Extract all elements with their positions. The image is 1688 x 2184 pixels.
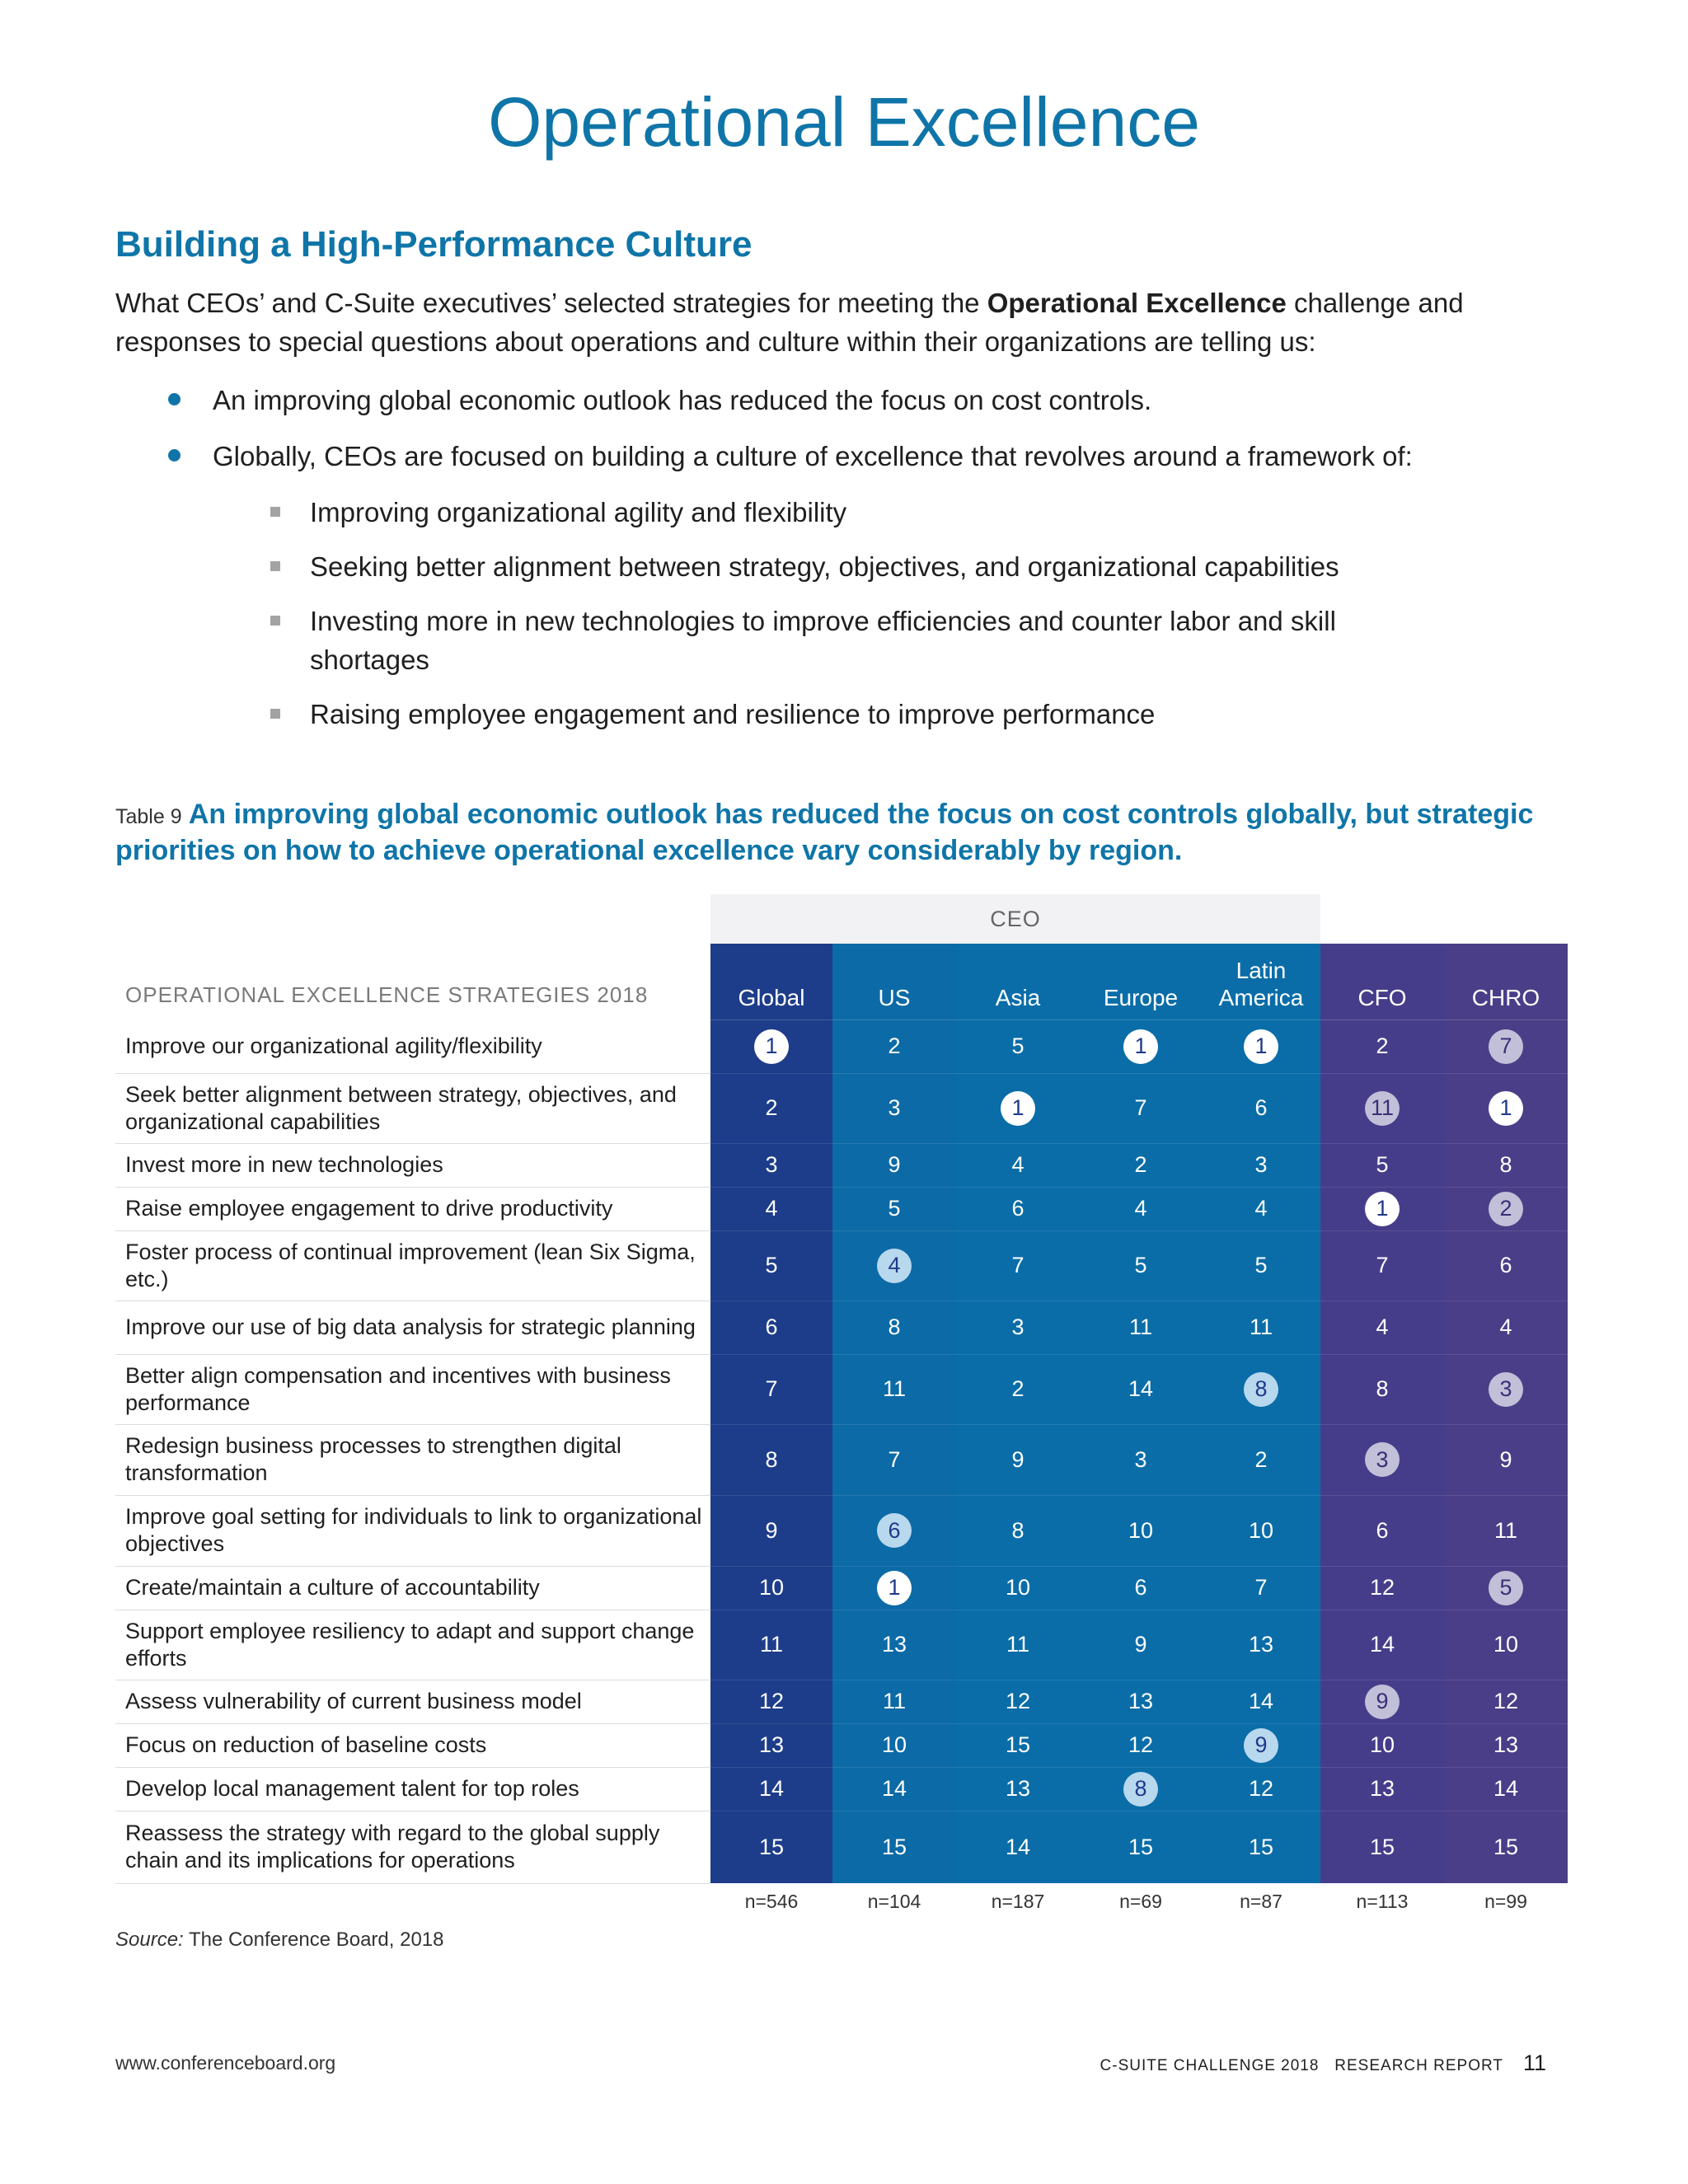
- rank-value: 8: [1376, 1376, 1389, 1401]
- table-cell: [832, 1680, 956, 1723]
- table-cell: [832, 1073, 956, 1143]
- bullet-dot-icon: [165, 437, 213, 476]
- subbullet-item: Seeking better alignment between strategy, objectives, and organizational capabilities: [269, 547, 1381, 586]
- table-cell: [1320, 1495, 1444, 1566]
- rank-value: 13: [758, 1732, 785, 1757]
- rank-value: 4: [1254, 1196, 1268, 1221]
- table-cell: [710, 1811, 832, 1883]
- rank-value: 3: [888, 1095, 901, 1120]
- footer-url: www.conferenceboard.org: [115, 2052, 336, 2074]
- table-cell: [832, 1143, 956, 1187]
- table-cell: [956, 1495, 1080, 1566]
- strategy-label: Improve our organizational agility/flexibility: [125, 1033, 542, 1058]
- table-cell: [1320, 1610, 1444, 1680]
- table-cell: [1320, 1019, 1444, 1073]
- table-cell: [1444, 1495, 1568, 1566]
- table-cell: [956, 1811, 1080, 1883]
- table-cell: [832, 1187, 956, 1230]
- rank-value: 5: [1011, 1033, 1025, 1058]
- table-cell: [1444, 1230, 1568, 1301]
- column-header: US: [878, 985, 911, 1010]
- subbullet-item: Improving organizational agility and flexibility: [269, 493, 1381, 532]
- rank-value: 9: [1499, 1446, 1512, 1472]
- table-cell: [832, 1610, 956, 1680]
- rank-value: 10: [1128, 1517, 1154, 1543]
- column-header: Global: [738, 985, 805, 1010]
- rank-value: 13: [1369, 1776, 1395, 1801]
- table-cell: [1320, 1767, 1444, 1811]
- column-header: Latin America: [1218, 958, 1304, 1010]
- rank-value: 11: [1249, 1315, 1273, 1339]
- rank-value: 4: [1011, 1152, 1025, 1177]
- table-cell: [1202, 1301, 1320, 1354]
- table-cell: [1444, 1187, 1568, 1230]
- table-cell: [1320, 1354, 1444, 1424]
- rank-value: 11: [882, 1376, 907, 1401]
- strategy-label: Seek better alignment between strategy, objectives, and organizational capabilities: [125, 1081, 677, 1134]
- table-cell: [832, 1566, 956, 1610]
- table-cell: [956, 1143, 1080, 1187]
- rank-value: 11: [759, 1632, 784, 1657]
- footer-report: C-SUITE CHALLENGE 2018 RESEARCH REPORT 11: [1100, 2050, 1546, 2075]
- rank-value: 5: [765, 1253, 778, 1277]
- rank-value: 10: [1493, 1632, 1519, 1657]
- strategy-label: Invest more in new technologies: [125, 1152, 443, 1177]
- row-divider: [115, 1883, 710, 1884]
- table-caption: Table 9 An improving global economic outlook has reduced the focus on cost controls globally, but strategic priorities on how to achieve operational excellence vary considerably by region.: [115, 799, 1534, 866]
- rank-value: 14: [1493, 1776, 1519, 1801]
- table-cell: [956, 1301, 1080, 1354]
- sample-count: n=546: [744, 1891, 799, 1912]
- bullet-dot-icon: [165, 381, 213, 419]
- rank-highlight-badge: 1: [1365, 1192, 1400, 1226]
- rank-value: 3: [1134, 1446, 1147, 1472]
- table-cell: [1444, 1073, 1568, 1143]
- table-cell: [832, 1354, 956, 1424]
- rank-value: 12: [758, 1689, 785, 1713]
- strategy-label: Redesign business processes to strengthen digital transformation: [125, 1433, 621, 1485]
- rank-value: 10: [881, 1732, 907, 1757]
- table-cell: [956, 1187, 1080, 1230]
- rank-value: 14: [758, 1776, 785, 1801]
- rank-value: 3: [1254, 1152, 1268, 1177]
- rank-value: 6: [1011, 1196, 1025, 1221]
- rank-highlight-badge: 9: [1244, 1728, 1278, 1763]
- rank-value: 6: [1254, 1095, 1268, 1120]
- table-cell: [956, 1019, 1080, 1073]
- subbullet-item: Investing more in new technologies to improve efficiencies and counter labor and skill shortages: [269, 602, 1381, 679]
- strategy-label: Improve our use of big data analysis for strategic planning: [125, 1315, 696, 1339]
- rank-value: 14: [1369, 1632, 1395, 1657]
- rank-value: 5: [1376, 1152, 1389, 1177]
- rank-value: 15: [1005, 1732, 1031, 1757]
- rank-highlight-badge: 3: [1489, 1372, 1523, 1407]
- table-cell: [1080, 1019, 1202, 1073]
- strategy-label: Assess vulnerability of current business model: [125, 1689, 582, 1713]
- table-cell: [1080, 1610, 1202, 1680]
- intro-paragraph: What CEOs’ and C-Suite executives’ selected strategies for meeting the Operational Excellence challenge and responses to special questions about operations and culture within their organizations are telling us:: [115, 288, 1464, 357]
- table-cell: [1320, 1424, 1444, 1495]
- rank-highlight-badge: 11: [1365, 1091, 1400, 1126]
- rank-value: 12: [1005, 1689, 1031, 1713]
- table-cell: [710, 1767, 832, 1811]
- sample-count: n=187: [991, 1891, 1045, 1912]
- table-cell: [1320, 1301, 1444, 1354]
- table-cell: [956, 1354, 1080, 1424]
- bullet-item: An improving global economic outlook has reduced the focus on cost controls.: [165, 381, 1566, 419]
- table-cell: [1202, 1354, 1320, 1424]
- strategy-label: Raise employee engagement to drive productivity: [125, 1196, 613, 1221]
- rank-value: 3: [765, 1152, 778, 1177]
- table-cell: [956, 1424, 1080, 1495]
- column-header: CHRO: [1471, 985, 1540, 1010]
- rank-value: 4: [1134, 1196, 1147, 1221]
- table-header-label: OPERATIONAL EXCELLENCE STRATEGIES 2018: [125, 982, 649, 1007]
- table-cell: [832, 1811, 956, 1883]
- rank-value: 11: [1128, 1315, 1153, 1339]
- rank-value: 11: [1006, 1632, 1030, 1657]
- table-cell: [832, 1767, 956, 1811]
- table-cell: [710, 1073, 832, 1143]
- rank-value: 5: [888, 1196, 901, 1221]
- column-header: CFO: [1357, 985, 1407, 1010]
- rank-value: 13: [1248, 1632, 1274, 1657]
- rank-value: 9: [888, 1152, 901, 1177]
- strategy-label: Support employee resiliency to adapt and support change efforts: [125, 1618, 695, 1671]
- rank-highlight-badge: 1: [1244, 1029, 1278, 1064]
- rank-value: 7: [888, 1446, 901, 1472]
- table-cell: [710, 1424, 832, 1495]
- table-cell: [710, 1301, 832, 1354]
- rank-highlight-badge: 1: [1123, 1029, 1158, 1064]
- rank-value: 6: [765, 1315, 778, 1339]
- rank-highlight-badge: 8: [1123, 1772, 1158, 1807]
- rank-value: 13: [1493, 1732, 1519, 1757]
- rank-value: 13: [881, 1632, 907, 1657]
- bullet-item: Globally, CEOs are focused on building a culture of excellence that revolves around a framework of:: [165, 437, 1566, 476]
- subbullet-item: Raising employee engagement and resilience to improve performance: [269, 695, 1381, 733]
- table-cell: [710, 1566, 832, 1610]
- table-cell: [956, 1680, 1080, 1723]
- table-cell: [832, 1495, 956, 1566]
- table-label: Table 9: [115, 805, 182, 828]
- table-cell: [1202, 1424, 1320, 1495]
- table-cell: [1080, 1073, 1202, 1143]
- rank-value: 8: [765, 1446, 778, 1472]
- rank-value: 8: [1011, 1517, 1025, 1543]
- rank-value: 7: [1254, 1575, 1268, 1600]
- rank-value: 8: [888, 1315, 901, 1339]
- rank-value: 2: [765, 1095, 778, 1120]
- square-bullet-icon: [269, 695, 310, 733]
- rank-highlight-badge: 8: [1244, 1372, 1278, 1407]
- rank-highlight-badge: 9: [1365, 1685, 1400, 1719]
- table-cell: [1202, 1073, 1320, 1143]
- table-cell: [1444, 1811, 1568, 1883]
- rank-value: 11: [1493, 1517, 1518, 1543]
- table-cell: [1320, 1187, 1444, 1230]
- table-cell: [1202, 1680, 1320, 1723]
- section-heading: Building a High-Performance Culture: [115, 224, 753, 265]
- square-bullet-icon: [269, 547, 310, 586]
- table-cell: [1080, 1230, 1202, 1301]
- rank-value: 2: [1254, 1446, 1268, 1472]
- page-number: 11: [1522, 2050, 1546, 2075]
- table-cell: [1080, 1723, 1202, 1767]
- rank-value: 2: [1134, 1152, 1147, 1177]
- rank-value: 14: [1128, 1376, 1154, 1401]
- rank-value: 2: [1011, 1376, 1025, 1401]
- rank-value: 9: [1011, 1446, 1025, 1472]
- sample-count: n=104: [867, 1891, 921, 1912]
- table-cell: [1320, 1230, 1444, 1301]
- table-cell: [1320, 1811, 1444, 1883]
- table-cell: [1202, 1811, 1320, 1883]
- table-cell: [1202, 1143, 1320, 1187]
- table-cell: [1202, 1187, 1320, 1230]
- rank-highlight-badge: 6: [877, 1513, 912, 1548]
- table-cell: [710, 1723, 832, 1767]
- table-cell: [1320, 1143, 1444, 1187]
- rank-value: 13: [1128, 1689, 1154, 1713]
- rank-value: 10: [758, 1575, 785, 1600]
- rank-value: 15: [1248, 1834, 1274, 1859]
- rank-highlight-badge: 1: [1001, 1091, 1035, 1126]
- table-cell: [710, 1143, 832, 1187]
- strategy-label: Focus on reduction of baseline costs: [125, 1732, 487, 1757]
- table-cell: [956, 1723, 1080, 1767]
- rank-highlight-badge: 5: [1489, 1571, 1523, 1605]
- sample-count: n=87: [1240, 1891, 1282, 1912]
- table-cell: [1202, 1723, 1320, 1767]
- rank-value: 10: [1005, 1575, 1031, 1600]
- table-cell: [1202, 1019, 1320, 1073]
- strategy-label: Improve goal setting for individuals to link to organizational objectives: [125, 1504, 702, 1556]
- rank-value: 6: [1376, 1517, 1389, 1543]
- table-cell: [1202, 1566, 1320, 1610]
- rank-value: 4: [1376, 1315, 1389, 1339]
- table-cell: [1080, 1187, 1202, 1230]
- table-cell: [1444, 1566, 1568, 1610]
- table-cell: [1202, 1610, 1320, 1680]
- table-cell: [1080, 1301, 1202, 1354]
- table-cell: [710, 1680, 832, 1723]
- table-cell: [832, 1723, 956, 1767]
- table-cell: [1202, 1230, 1320, 1301]
- rank-value: 15: [1369, 1834, 1395, 1859]
- table-cell: [1444, 1354, 1568, 1424]
- sample-count: n=99: [1484, 1891, 1527, 1912]
- rank-value: 14: [1248, 1689, 1274, 1713]
- table-cell: [1444, 1143, 1568, 1187]
- strategy-label: Better align compensation and incentives with business performance: [125, 1362, 671, 1415]
- rank-highlight-badge: 4: [877, 1249, 912, 1283]
- rank-value: 3: [1011, 1315, 1025, 1339]
- table-cell: [710, 1019, 832, 1073]
- rank-value: 7: [1134, 1095, 1147, 1120]
- rank-value: 2: [1376, 1033, 1389, 1058]
- rank-highlight-badge: 1: [754, 1029, 789, 1064]
- table-cell: [710, 1187, 832, 1230]
- table-cell: [1320, 1723, 1444, 1767]
- table-cell: [832, 1019, 956, 1073]
- table-cell: [1080, 1767, 1202, 1811]
- square-bullet-icon: [269, 493, 310, 532]
- source-note: Source: The Conference Board, 2018: [115, 1929, 444, 1951]
- rank-value: 8: [1499, 1152, 1512, 1177]
- table-cell: [710, 1354, 832, 1424]
- rank-value: 13: [1005, 1776, 1031, 1801]
- strategy-label: Create/maintain a culture of accountability: [125, 1575, 540, 1600]
- table-cell: [1444, 1610, 1568, 1680]
- table-cell: [1080, 1811, 1202, 1883]
- column-header: Asia: [995, 985, 1041, 1010]
- table-cell: [1202, 1767, 1320, 1811]
- table-cell: [1444, 1723, 1568, 1767]
- rank-value: 11: [882, 1689, 907, 1713]
- rank-value: 14: [881, 1776, 907, 1801]
- rank-value: 15: [1128, 1834, 1154, 1859]
- column-header: Europe: [1103, 985, 1179, 1010]
- rank-value: 12: [1128, 1732, 1154, 1757]
- rank-value: 15: [758, 1834, 785, 1859]
- table-cell: [832, 1301, 956, 1354]
- rank-value: 10: [1369, 1732, 1395, 1757]
- rank-value: 10: [1248, 1517, 1274, 1543]
- table-cell: [1444, 1424, 1568, 1495]
- rank-value: 9: [1134, 1632, 1147, 1657]
- table-cell: [832, 1230, 956, 1301]
- rank-value: 7: [1011, 1253, 1025, 1277]
- rank-highlight-badge: 1: [1489, 1091, 1523, 1126]
- rank-value: 4: [1499, 1315, 1512, 1339]
- table-cell: [956, 1230, 1080, 1301]
- rank-value: 15: [881, 1834, 907, 1859]
- table-cell: [1080, 1424, 1202, 1495]
- rank-highlight-badge: 2: [1489, 1192, 1523, 1226]
- intro-bold: Operational Excellence: [987, 288, 1287, 318]
- table-cell: [1320, 1680, 1444, 1723]
- rank-highlight-badge: 7: [1489, 1029, 1523, 1064]
- rank-value: 12: [1248, 1776, 1274, 1801]
- rank-value: 7: [765, 1376, 778, 1401]
- table-cell: [710, 1230, 832, 1301]
- table-cell: [1080, 1495, 1202, 1566]
- table-cell: [1080, 1680, 1202, 1723]
- sample-count: n=113: [1356, 1891, 1409, 1912]
- rank-value: 9: [765, 1517, 778, 1543]
- table-cell: [1080, 1354, 1202, 1424]
- table-cell: [1444, 1301, 1568, 1354]
- table-cell: [956, 1566, 1080, 1610]
- rank-value: 12: [1369, 1575, 1395, 1600]
- rank-value: 6: [1499, 1253, 1512, 1277]
- rank-highlight-badge: 1: [877, 1571, 912, 1605]
- rank-value: 4: [765, 1196, 778, 1221]
- table-cell: [1320, 1073, 1444, 1143]
- table-cell: [956, 1767, 1080, 1811]
- table-cell: [1444, 1680, 1568, 1723]
- table-cell: [710, 1495, 832, 1566]
- rank-value: 7: [1376, 1253, 1389, 1277]
- page-title: Operational Excellence: [488, 83, 1200, 161]
- rank-value: 14: [1005, 1834, 1031, 1859]
- strategy-label: Develop local management talent for top roles: [125, 1776, 579, 1801]
- rank-value: 5: [1134, 1253, 1147, 1277]
- table-cell: [832, 1424, 956, 1495]
- square-bullet-icon: [269, 602, 310, 679]
- table-cell: [1080, 1566, 1202, 1610]
- table-cell: [1202, 1495, 1320, 1566]
- table-cell: [1080, 1143, 1202, 1187]
- table-cell: [1320, 1566, 1444, 1610]
- sample-count: n=69: [1119, 1891, 1162, 1912]
- table-cell: [1444, 1767, 1568, 1811]
- strategy-label: Foster process of continual improvement (lean Six Sigma, etc.): [125, 1239, 696, 1291]
- rank-value: 12: [1493, 1689, 1519, 1713]
- ceo-group-header: CEO: [710, 894, 1320, 944]
- strategy-label: Reassess the strategy with regard to the global supply chain and its implications for operations: [125, 1821, 660, 1872]
- table-cell: [956, 1073, 1080, 1143]
- table-cell: [956, 1610, 1080, 1680]
- table-cell: [1444, 1019, 1568, 1073]
- rank-value: 6: [1134, 1575, 1147, 1600]
- rank-highlight-badge: 3: [1365, 1442, 1400, 1477]
- rank-value: 5: [1254, 1253, 1268, 1277]
- rank-value: 2: [888, 1033, 901, 1058]
- table-cell: [710, 1610, 832, 1680]
- rank-value: 15: [1493, 1834, 1519, 1859]
